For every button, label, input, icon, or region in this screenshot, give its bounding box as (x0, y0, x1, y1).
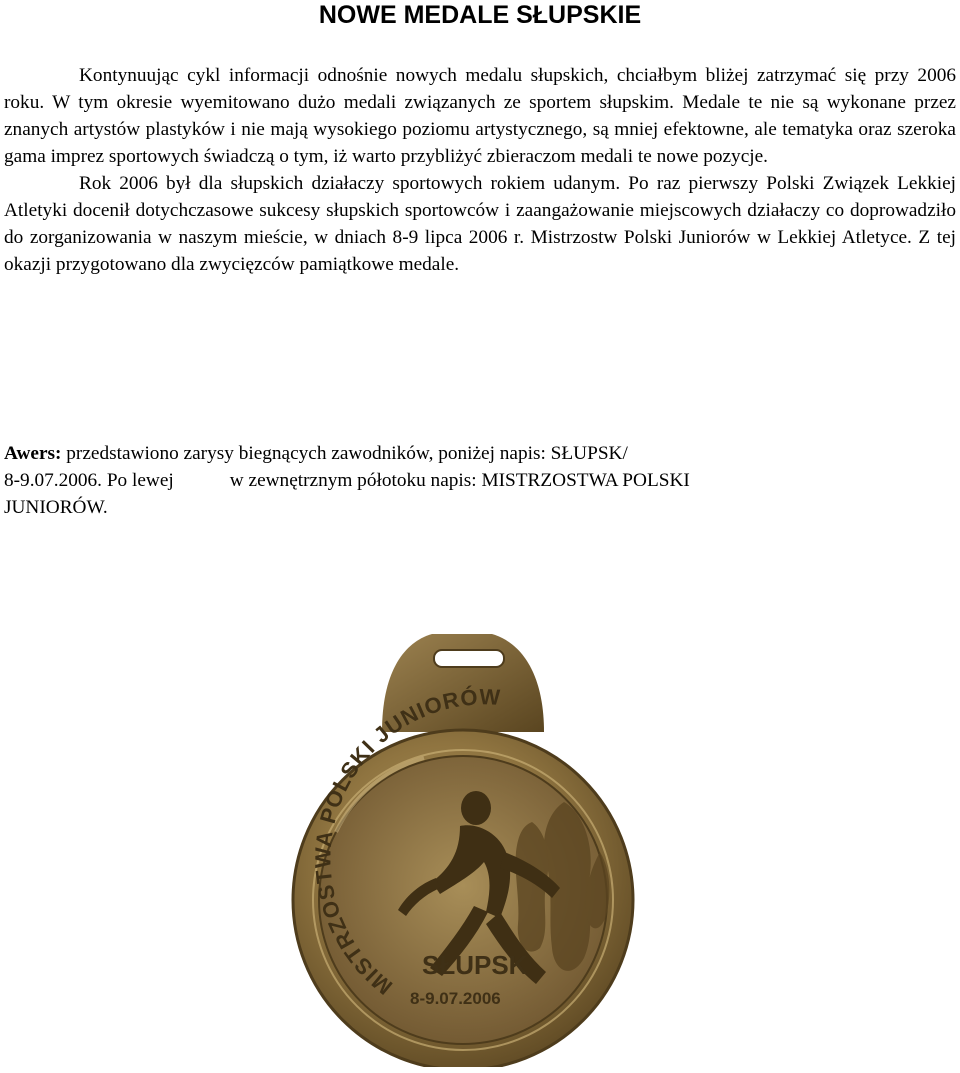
obverse-description (4, 440, 904, 521)
obverse-text-1: przedstawiono zarysy biegnących zawodników, poniżej napis: SŁUPSK/ (61, 443, 628, 464)
obverse-text-2a: 8-9.07.2006. Po lewej (4, 470, 174, 491)
ribbon-slot (434, 650, 504, 667)
article-body (4, 62, 956, 278)
page-title: NOWE MEDALE SŁUPSKIE (318, 1, 642, 29)
obverse-text-3: JUNIORÓW. (4, 497, 108, 518)
medal-rim-text: MISTRZOSTWA POLSKI JUNIORÓW (310, 684, 502, 1000)
medal-photo (264, 612, 661, 1067)
obverse-line-1 (4, 440, 904, 467)
obverse-label: Awers: (4, 443, 62, 464)
medal-image (264, 612, 661, 1067)
intro-paragraph: Kontynuując cykl informacji odnośnie nowych medalu słupskich, chciałbym bliżej zatrzymać się przy 2006 roku. W tym okresie wyemitowano dużo medali związanych ze sportem słupskim. Medale te nie są wykonane przez znanych artystów plastyków i nie mają wysokiego poziomu artystycznego, są mniej efektowne, ale tematyka oraz szeroka gama imprez sportowych świadczą o tym, iż warto przybliżyć zbieraczom medali te nowe pozycje. (4, 65, 956, 167)
obverse-line-2 (4, 467, 904, 494)
obverse-text-2b: w zewnętrznym półotoku napis: MISTRZOSTWA POLSKI (229, 470, 690, 491)
medal-city-text: SŁUPSK (422, 950, 528, 980)
event-paragraph: Rok 2006 był dla słupskich działaczy sportowych rokiem udanym. Po raz pierwszy Polski Związek Lekkiej Atletyki docenił dotychczasowe sukcesy słupskich sportowców i zaangażowanie miejscowych działaczy co doprowadziło do zorganizowania w naszym mieście, w dniach 8-9 lipca 2006 r. Mistrzostw Polski Juniorów w Lekkiej Atletyce. Z tej okazji przygotowano dla zwycięzców pamiątkowe medale. (4, 173, 956, 275)
medal-date-text: 8-9.07.2006 (410, 989, 501, 1008)
